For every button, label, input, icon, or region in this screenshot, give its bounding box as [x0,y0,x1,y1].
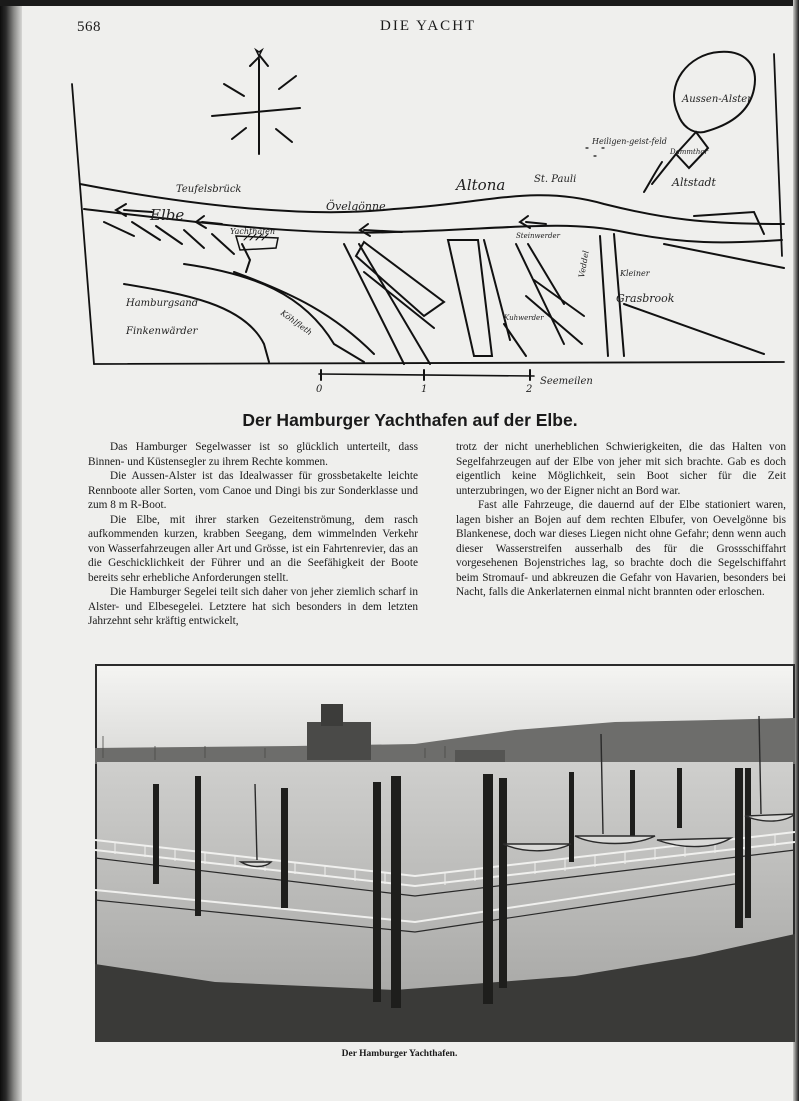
map-label-veddel: Veddel [577,249,591,279]
paragraph: Die Elbe, mit ihrer starken Gezeitenströmung, dem rasch aufkommenden kurzen, krabben Seegang, dem wimmelnden Verkehr von Wasserfahrzeugen aller Art und Grösse, ist ein Fahrtenrevier, das an die Geschicklichkeit der Führer und an die Seefähigkeit der Boote bereits sehr erhebliche Anforderungen stellt. [88,513,418,584]
map-label-koehlfleth: Köhlfleth [278,308,314,338]
page-number: 568 [77,19,101,35]
map-label-aussen-alster: Aussen-Alster [682,94,752,105]
yacht-harbor-photograph [95,664,795,1042]
harbor-sketch-map [64,44,794,400]
paragraph: Fast alle Fahrzeuge, die dauernd auf der Elbe stationiert waren, lagen bisher an Bojen auf dem rechten Elbufer, von Oevelgönne bis Blankenese, doch war dieses Liegen nicht ohne Gefahr; denn wenn auch dieser Wasserstreifen ausserhalb des für die Grossschiffahrt vorgesehenen Bojenstriches lag, so brachte doch die Segelschiffahrt beim Stromauf- und abkreuzen die Gefahr von Havarien, besonders bei Nacht, falls die Ankerlaternen einmal nicht brannten oder erloschen. [456,499,786,598]
map-label-st-pauli: St. Pauli [534,174,577,185]
map-label-oevelgoenne: Övelgönne [326,200,386,213]
photo-caption: Der Hamburger Yachthafen. [341,1049,458,1059]
map-label-altona: Altona [456,176,506,194]
map-label-kleiner: Kleiner [620,269,650,278]
paragraph: Die Aussen-Alster ist das Idealwasser für grossbetakelte leichte Rennboote aller Sorten, vom Canoe und Dingi bis zur Sonderklasse und zum 8 m R-Boot. [88,470,418,511]
scale-tick-1: 1 [421,384,428,395]
map-label-dammthor: Dammthor [670,148,708,156]
scale-tick-2: 2 [526,384,533,395]
page-top-edge [0,0,799,6]
map-label-finkenwaerder: Finkenwärder [126,326,198,337]
paragraph: Die Hamburger Segelei teilt sich daher von jeher ziemlich scharf in Alster- und Elbesegelei. Letztere hat sich besonders in dem letzten Jahrzehnt sehr kräftig entwickelt, [88,586,418,627]
scale-unit-label: Seemeilen [540,376,593,387]
map-label-yachthafen: Yachthafen [230,227,276,236]
map-label-kuhwerder: Kuhwerder [504,314,544,322]
scale-tick-0: 0 [316,384,323,395]
map-label-heiligengeistfeld: Heiligen-geist-feld [592,137,667,146]
paragraph: trotz der nicht unerheblichen Schwierigkeiten, die das Halten von Segelfahrzeugen auf der Elbe von jeher mit sich brachte. Gab es doch eigentlich keine Möglichkeit, sein Boot sicher für die Zeit unterzubringen, wo der Eigner nicht an Bord war. [456,441,786,497]
map-label-steinwerder: Steinwerder [516,232,560,240]
map-label-altstadt: Altstadt [672,176,716,189]
paragraph: Das Hamburger Segelwasser ist so glücklich unterteilt, dass Binnen- und Küstensegler zu ihrem Rechte kommen. [88,441,418,468]
article-column-left [88,440,418,629]
book-binding-shadow [0,0,22,1101]
article-title: Der Hamburger Yachthafen auf der Elbe. [242,410,578,430]
compass-rose-icon [212,50,300,154]
map-label-grasbrook: Grasbrook [616,292,675,305]
map-label-hamburgsand: Hamburgsand [126,298,199,309]
article-column-right [456,440,786,600]
running-title: DIE YACHT [380,18,477,34]
map-label-elbe: Elbe [150,206,185,224]
map-label-teufelsbrueck: Teufelsbrück [176,184,242,195]
